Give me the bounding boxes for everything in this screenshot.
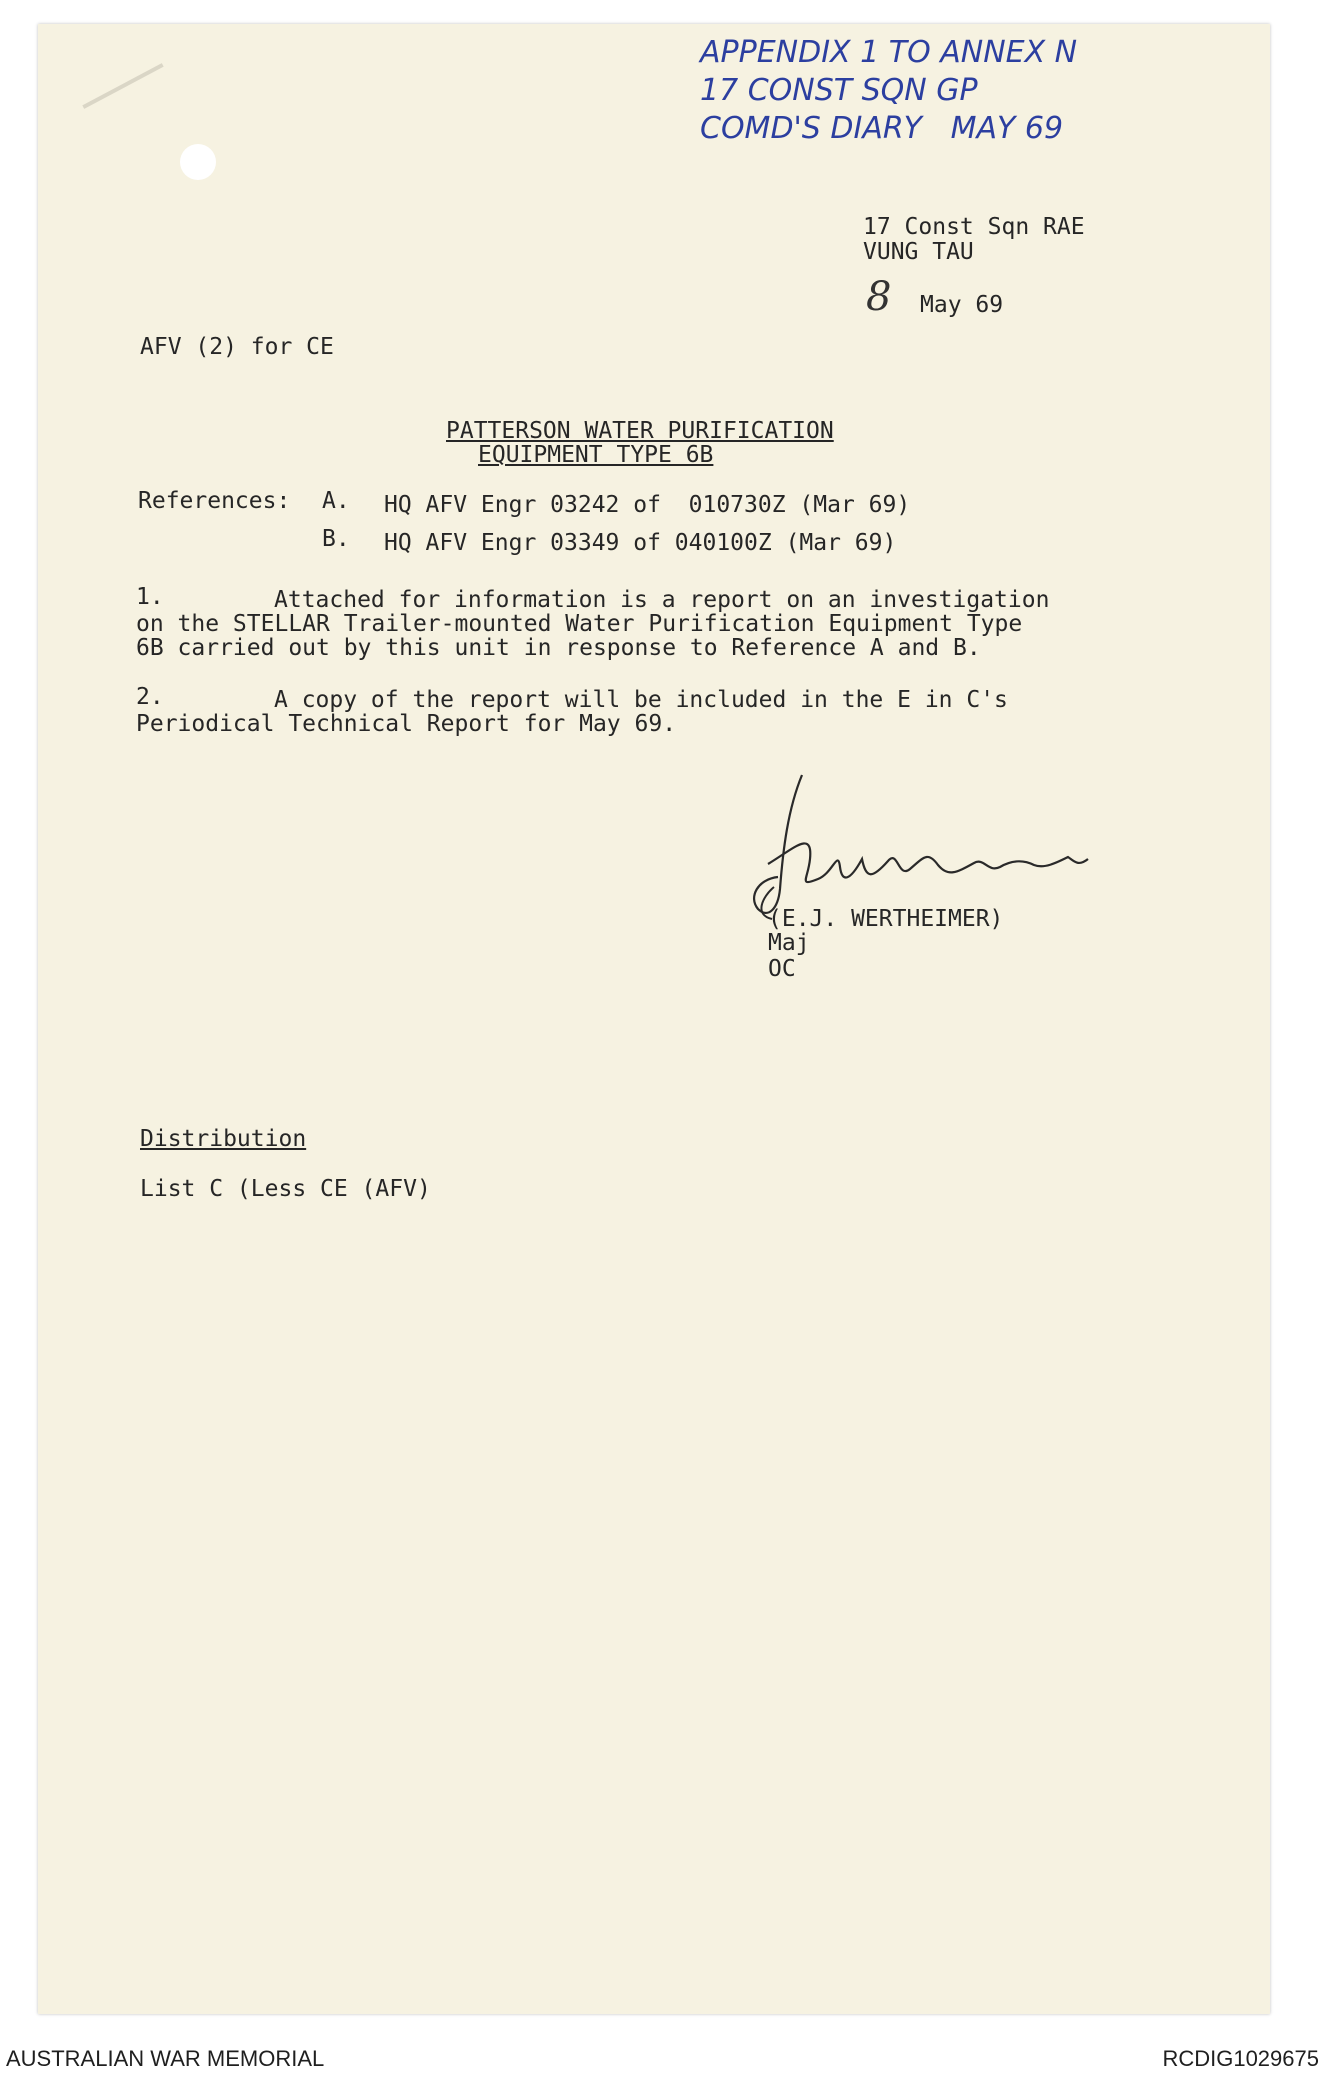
- punch-hole: [180, 144, 216, 180]
- title-line-2: EQUIPMENT TYPE 6B: [478, 442, 714, 468]
- signatory-rank: Maj: [768, 930, 810, 956]
- addressee: AFV (2) for CE: [140, 334, 334, 360]
- paragraph-1-line-2: on the STELLAR Trailer-mounted Water Purification Equipment Type: [136, 611, 1023, 637]
- sender-unit: 17 Const Sqn RAE: [863, 214, 1085, 240]
- signatory-role: OC: [768, 956, 796, 982]
- document-page: [38, 24, 1270, 2014]
- reference-a-text: HQ AFV Engr 03242 of 010730Z (Mar 69): [384, 492, 911, 518]
- paragraph-2-line-2: Periodical Technical Report for May 69.: [136, 711, 677, 737]
- sender-location: VUNG TAU: [863, 239, 974, 265]
- annotation-line-3: COMD'S DIARY MAY 69: [700, 111, 1064, 146]
- annotation-line-2: 17 CONST SQN GP: [700, 73, 978, 108]
- reference-a-letter: A.: [322, 488, 350, 514]
- title-line-1: PATTERSON WATER PURIFICATION: [446, 418, 834, 444]
- paragraph-2-number: 2.: [136, 684, 164, 710]
- distribution-heading: Distribution: [140, 1126, 307, 1152]
- paragraph-1-line-1: Attached for information is a report on an investigation: [274, 587, 1050, 613]
- footer-source: AUSTRALIAN WAR MEMORIAL: [6, 2046, 325, 2071]
- paper-crease: [82, 63, 163, 109]
- annotation-line-1: APPENDIX 1 TO ANNEX N: [700, 35, 1078, 70]
- date-month-year: May 69: [920, 292, 1004, 318]
- signatory-name: (E.J. WERTHEIMER): [768, 906, 1004, 932]
- date-day-handwritten: 8: [866, 274, 892, 320]
- reference-b-text: HQ AFV Engr 03349 of 040100Z (Mar 69): [384, 530, 897, 556]
- paragraph-1-number: 1.: [136, 584, 164, 610]
- reference-b-letter: B.: [322, 526, 350, 552]
- references-label: References:: [138, 488, 291, 514]
- paragraph-1-line-3: 6B carried out by this unit in response to Reference A and B.: [136, 635, 981, 661]
- distribution-list: List C (Less CE (AFV): [140, 1176, 431, 1202]
- paragraph-2-line-1: A copy of the report will be included in the E in C's: [274, 687, 1008, 713]
- footer-record-id: RCDIG1029675: [1162, 2046, 1319, 2071]
